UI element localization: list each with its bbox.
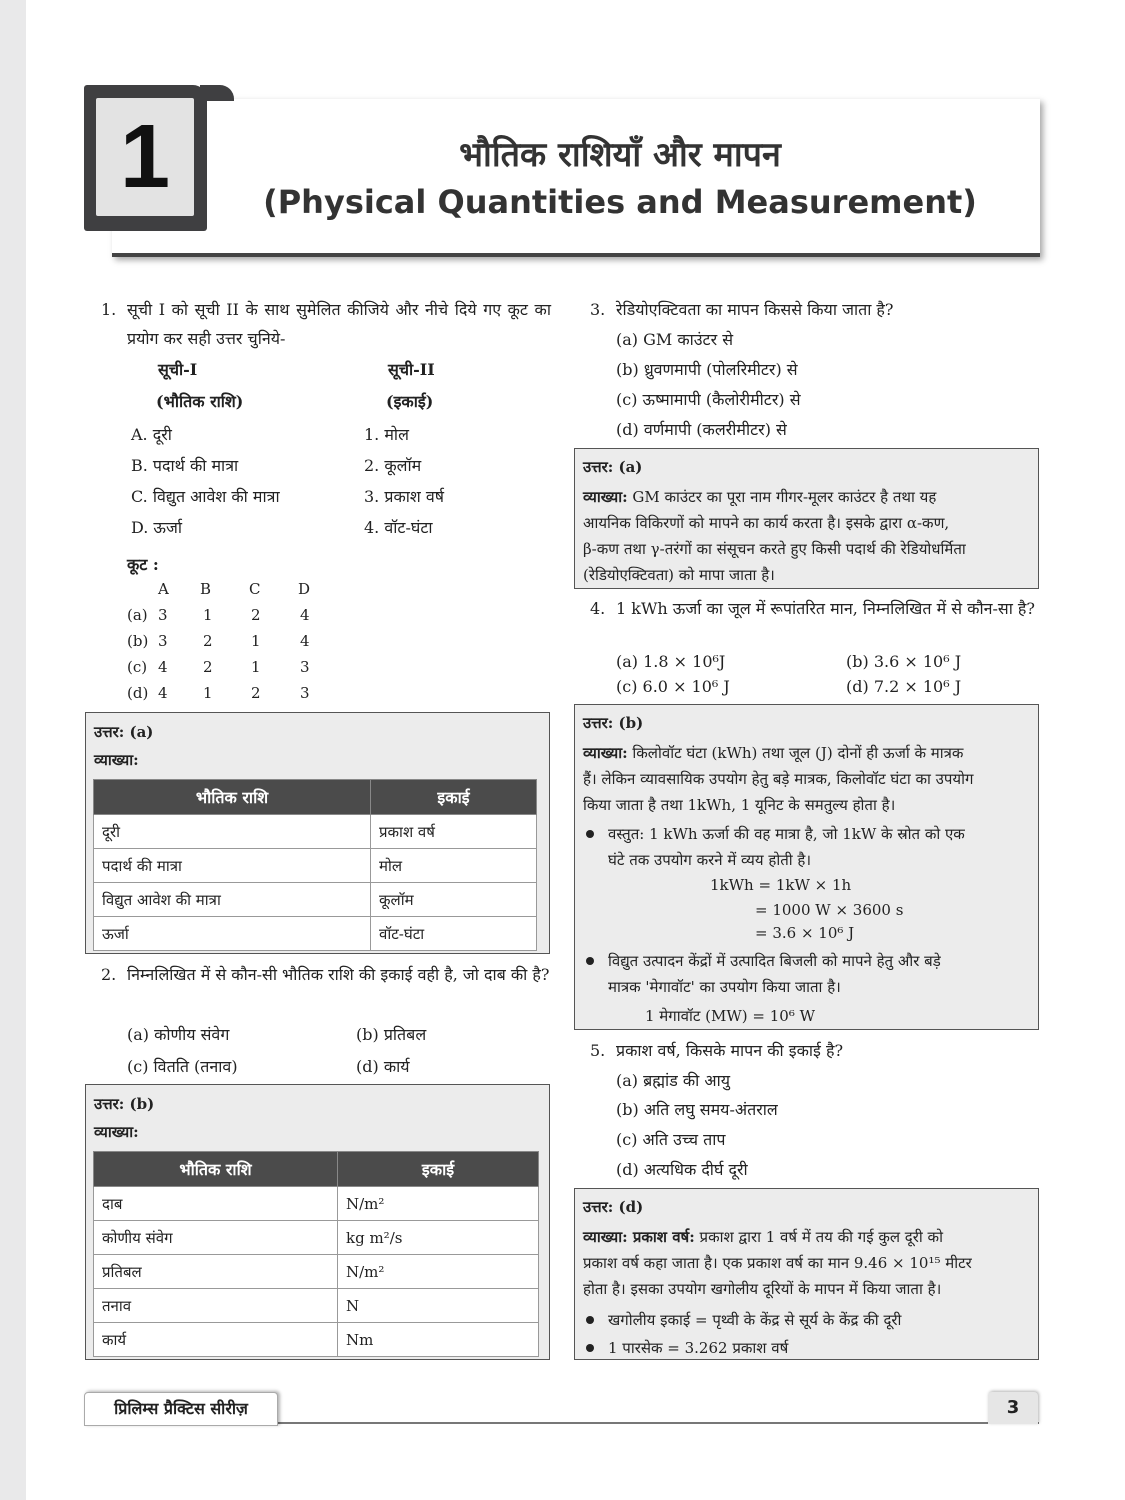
list1-item: A. दूरी [131, 425, 172, 444]
answer-label: उत्तर: (b) [94, 1095, 155, 1113]
bullet-icon [586, 830, 594, 838]
question-number: 5. [590, 1041, 606, 1060]
koot-cell: 4 [158, 658, 168, 676]
explanation-line: किया जाता है तथा 1kWh, 1 यूनिट के समतुल्य होता है। [583, 796, 896, 814]
option-b: (b) अति लघु समय-अंतराल [616, 1100, 778, 1119]
table-cell: N [338, 1289, 539, 1323]
explanation-line [583, 1224, 1031, 1250]
table-header: भौतिक राशि [94, 780, 371, 815]
koot-row-label: (c) [127, 658, 148, 676]
equation-line: = 3.6 × 10⁶ J [755, 924, 855, 942]
explanation-text: किलोवॉट घंटा (kWh) तथा जूल (J) दोनों ही ऊर्जा के मात्रक [632, 744, 964, 762]
table-row [94, 883, 537, 917]
question-text: 1 kWh ऊर्जा का जूल में रूपांतरित मान, निम्नलिखित में से कौन-सा है? [616, 599, 1035, 618]
bullet-icon [586, 1344, 594, 1352]
table-cell: कूलॉम [371, 883, 537, 917]
koot-cell: 2 [251, 606, 261, 624]
question-text: रेडियोएक्टिवता का मापन किससे किया जाता है? [616, 300, 894, 319]
list2-item: 1. मोल [364, 425, 409, 444]
table-header-row [94, 780, 537, 815]
answer-box-4 [574, 704, 1039, 1030]
explanation-line: आयनिक विकिरणों को मापने का कार्य करता है। इसके द्वारा α-कण, [583, 514, 950, 532]
answer-box-1 [85, 712, 550, 954]
question-2 [101, 960, 551, 989]
explanation-line [583, 484, 1031, 510]
koot-cell: 3 [300, 658, 310, 676]
answer-label: उत्तर: (d) [583, 1198, 644, 1216]
table-cell: प्रकाश वर्ष [371, 815, 537, 849]
table-cell: प्रतिबल [94, 1255, 338, 1289]
option-c: (c) अति उच्च ताप [616, 1130, 726, 1149]
table-cell: N/m² [338, 1255, 539, 1289]
explanation-label: व्याख्या: [583, 744, 628, 762]
chapter-header-band [112, 99, 1040, 257]
explanation-line: (रेडियोएक्टिवता) को मापा जाता है। [583, 566, 775, 584]
koot-row-label: (b) [127, 632, 149, 650]
option-d: (d) वर्णमापी (कलरीमीटर) से [616, 420, 787, 439]
table-cell: तनाव [94, 1289, 338, 1323]
option-a: (a) GM काउंटर से [616, 330, 734, 349]
series-name: प्रिलिम्स प्रैक्टिस सीरीज़ [84, 1392, 278, 1426]
option-a: (a) कोणीय संवेग [127, 1025, 230, 1044]
koot-cell: 4 [300, 632, 310, 650]
koot-cell: 1 [203, 684, 213, 702]
question-number: 2. [101, 965, 117, 984]
equation-line: 1kWh = 1kW × 1h [710, 876, 852, 894]
bullet-line: घंटे तक उपयोग करने में व्यय होती है। [608, 851, 812, 869]
table-cell: दाब [94, 1187, 338, 1221]
option-d: (d) अत्यधिक दीर्घ दूरी [616, 1160, 748, 1179]
page-edge [0, 0, 26, 1500]
list2-item: 2. कूलॉम [364, 456, 422, 475]
explanation-line: प्रकाश वर्ष कहा जाता है। एक प्रकाश वर्ष का मान 9.46 × 10¹⁵ मीटर [583, 1254, 972, 1272]
explanation-label: व्याख्या: [94, 1123, 139, 1141]
table-cell: पदार्थ की मात्रा [94, 849, 371, 883]
koot-cell: 1 [251, 632, 261, 650]
koot-cell: 2 [203, 632, 213, 650]
question-text: निम्नलिखित में से कौन-सी भौतिक राशि की इकाई वही है, जो दाब की है? [127, 965, 550, 984]
bullet-icon [586, 957, 594, 965]
answer-table-1 [93, 779, 537, 951]
question-5 [590, 1036, 1040, 1065]
koot-row-label: (d) [127, 684, 149, 702]
koot-col: B [200, 580, 212, 598]
table-row [94, 1289, 539, 1323]
table-row [94, 1187, 539, 1221]
question-number: 1. [101, 300, 117, 319]
question-text: प्रकाश वर्ष, किसके मापन की इकाई है? [616, 1041, 844, 1060]
explanation-text: GM काउंटर का पूरा नाम गीगर-मूलर काउंटर है तथा यह [632, 488, 937, 506]
chapter-number: 1 [96, 98, 194, 216]
question-number: 4. [590, 599, 606, 618]
answer-table-2 [93, 1151, 539, 1357]
explanation-label: व्याख्या: [94, 751, 139, 769]
koot-col: D [298, 580, 311, 598]
option-b: (b) ध्रुवणमापी (पोलरिमीटर) से [616, 360, 798, 379]
koot-row [127, 606, 310, 624]
explanation-label: व्याख्या: प्रकाश वर्ष: [583, 1228, 695, 1246]
question-4 [590, 594, 1040, 623]
explanation-line: होता है। इसका उपयोग खगोलीय दूरियों के मापन में किया जाता है। [583, 1280, 942, 1298]
explanation-label: व्याख्या: [583, 488, 628, 506]
koot-cell: 3 [158, 632, 168, 650]
option-d: (d) 7.2 × 10⁶ J [846, 677, 962, 696]
list1-item: C. विद्युत आवेश की मात्रा [131, 487, 280, 506]
bullet-line: विद्युत उत्पादन केंद्रों में उत्पादित बिजली को मापने हेतु और बड़े [608, 952, 941, 970]
koot-cell: 1 [251, 658, 261, 676]
explanation-line: हैं। लेकिन व्यावसायिक उपयोग हेतु बड़े मात्रक, किलोवॉट घंटा का उपयोग [583, 770, 974, 788]
table-header: भौतिक राशि [94, 1152, 338, 1187]
table-row [94, 1255, 539, 1289]
koot-row-label: (a) [127, 606, 148, 624]
option-b: (b) 3.6 × 10⁶ J [846, 652, 962, 671]
option-d: (d) कार्य [356, 1057, 410, 1076]
list2-item: 4. वॉट-घंटा [364, 518, 433, 537]
chapter-number-tab [200, 85, 234, 101]
table-cell: कार्य [94, 1323, 338, 1357]
table-cell: ऊर्जा [94, 917, 371, 951]
table-header: इकाई [371, 780, 537, 815]
list1-subheading: (भौतिक राशि) [156, 392, 244, 411]
table-row [94, 1323, 539, 1357]
koot-col: A [158, 580, 169, 598]
equation-line: 1 मेगावॉट (MW) = 10⁶ W [645, 1007, 816, 1025]
table-row [94, 815, 537, 849]
koot-row [127, 684, 310, 702]
koot-row [127, 658, 310, 676]
list1-heading: सूची-I [158, 360, 198, 379]
table-cell: कोणीय संवेग [94, 1221, 338, 1255]
koot-cell: 2 [203, 658, 213, 676]
answer-box-5 [574, 1188, 1039, 1360]
answer-box-3 [574, 448, 1039, 589]
option-c: (c) ऊष्मामापी (कैलोरीमीटर) से [616, 390, 801, 409]
koot-row [127, 632, 310, 650]
table-cell: वॉट-घंटा [371, 917, 537, 951]
option-c: (c) 6.0 × 10⁶ J [616, 677, 730, 696]
koot-cell: 4 [158, 684, 168, 702]
option-a: (a) ब्रह्मांड की आयु [616, 1071, 731, 1090]
table-cell: Nm [338, 1323, 539, 1357]
koot-cell: 1 [203, 606, 213, 624]
list1 [131, 420, 280, 544]
answer-label: उत्तर: (a) [94, 723, 154, 741]
question-1 [101, 295, 551, 353]
table-header: इकाई [338, 1152, 539, 1187]
chapter-title-hindi: भौतिक राशियाँ और मापन [459, 135, 781, 175]
question-number: 3. [590, 300, 606, 319]
table-cell: N/m² [338, 1187, 539, 1221]
koot-label: कूट : [127, 555, 159, 574]
table-cell: मोल [371, 849, 537, 883]
table-row [94, 849, 537, 883]
page-number: 3 [988, 1392, 1038, 1424]
answer-label: उत्तर: (a) [583, 458, 643, 476]
table-cell: विद्युत आवेश की मात्रा [94, 883, 371, 917]
koot-cell: 3 [300, 684, 310, 702]
option-b: (b) प्रतिबल [356, 1025, 427, 1044]
list1-item: D. ऊर्जा [131, 518, 183, 537]
bullet-line: वस्तुत: 1 kWh ऊर्जा की वह मात्रा है, जो 1kW के स्रोत को एक [608, 825, 965, 843]
question-text: सूची I को सूची II के साथ सुमेलित कीजिये और नीचे दिये गए कूट का प्रयोग कर सही उत्तर चुनिये- [127, 300, 551, 348]
table-header-row [94, 1152, 539, 1187]
list1-item: B. पदार्थ की मात्रा [131, 456, 239, 475]
koot-cell: 4 [300, 606, 310, 624]
koot-col: C [249, 580, 261, 598]
answer-label: उत्तर: (b) [583, 714, 644, 732]
list2 [364, 420, 444, 544]
bullet-icon [586, 1316, 594, 1324]
table-row [94, 917, 537, 951]
list2-subheading: (इकाई) [386, 392, 434, 411]
table-cell: दूरी [94, 815, 371, 849]
answer-box-2 [85, 1084, 550, 1360]
koot-cell: 2 [251, 684, 261, 702]
bullet-line: मात्रक 'मेगावॉट' का उपयोग किया जाता है। [608, 978, 841, 996]
table-cell: kg m²/s [338, 1221, 539, 1255]
option-c: (c) वितति (तनाव) [127, 1057, 238, 1076]
explanation-line: β-कण तथा γ-तरंगों का संसूचन करते हुए किसी पदार्थ की रेडियोधर्मिता [583, 540, 966, 558]
bullet-line: खगोलीय इकाई = पृथ्वी के केंद्र से सूर्य के केंद्र की दूरी [608, 1311, 902, 1329]
explanation-text: प्रकाश द्वारा 1 वर्ष में तय की गई कुल दूरी को [699, 1228, 943, 1246]
explanation-line [583, 740, 1031, 766]
option-a: (a) 1.8 × 10⁶J [616, 652, 726, 671]
bullet-line: 1 पारसेक = 3.262 प्रकाश वर्ष [608, 1339, 789, 1357]
equation-line: = 1000 W × 3600 s [755, 901, 904, 919]
chapter-title-english: (Physical Quantities and Measurement) [263, 183, 977, 221]
list2-heading: सूची-II [388, 360, 435, 379]
koot-cell: 3 [158, 606, 168, 624]
question-3 [590, 295, 1040, 324]
list2-item: 3. प्रकाश वर्ष [364, 487, 444, 506]
table-row [94, 1221, 539, 1255]
